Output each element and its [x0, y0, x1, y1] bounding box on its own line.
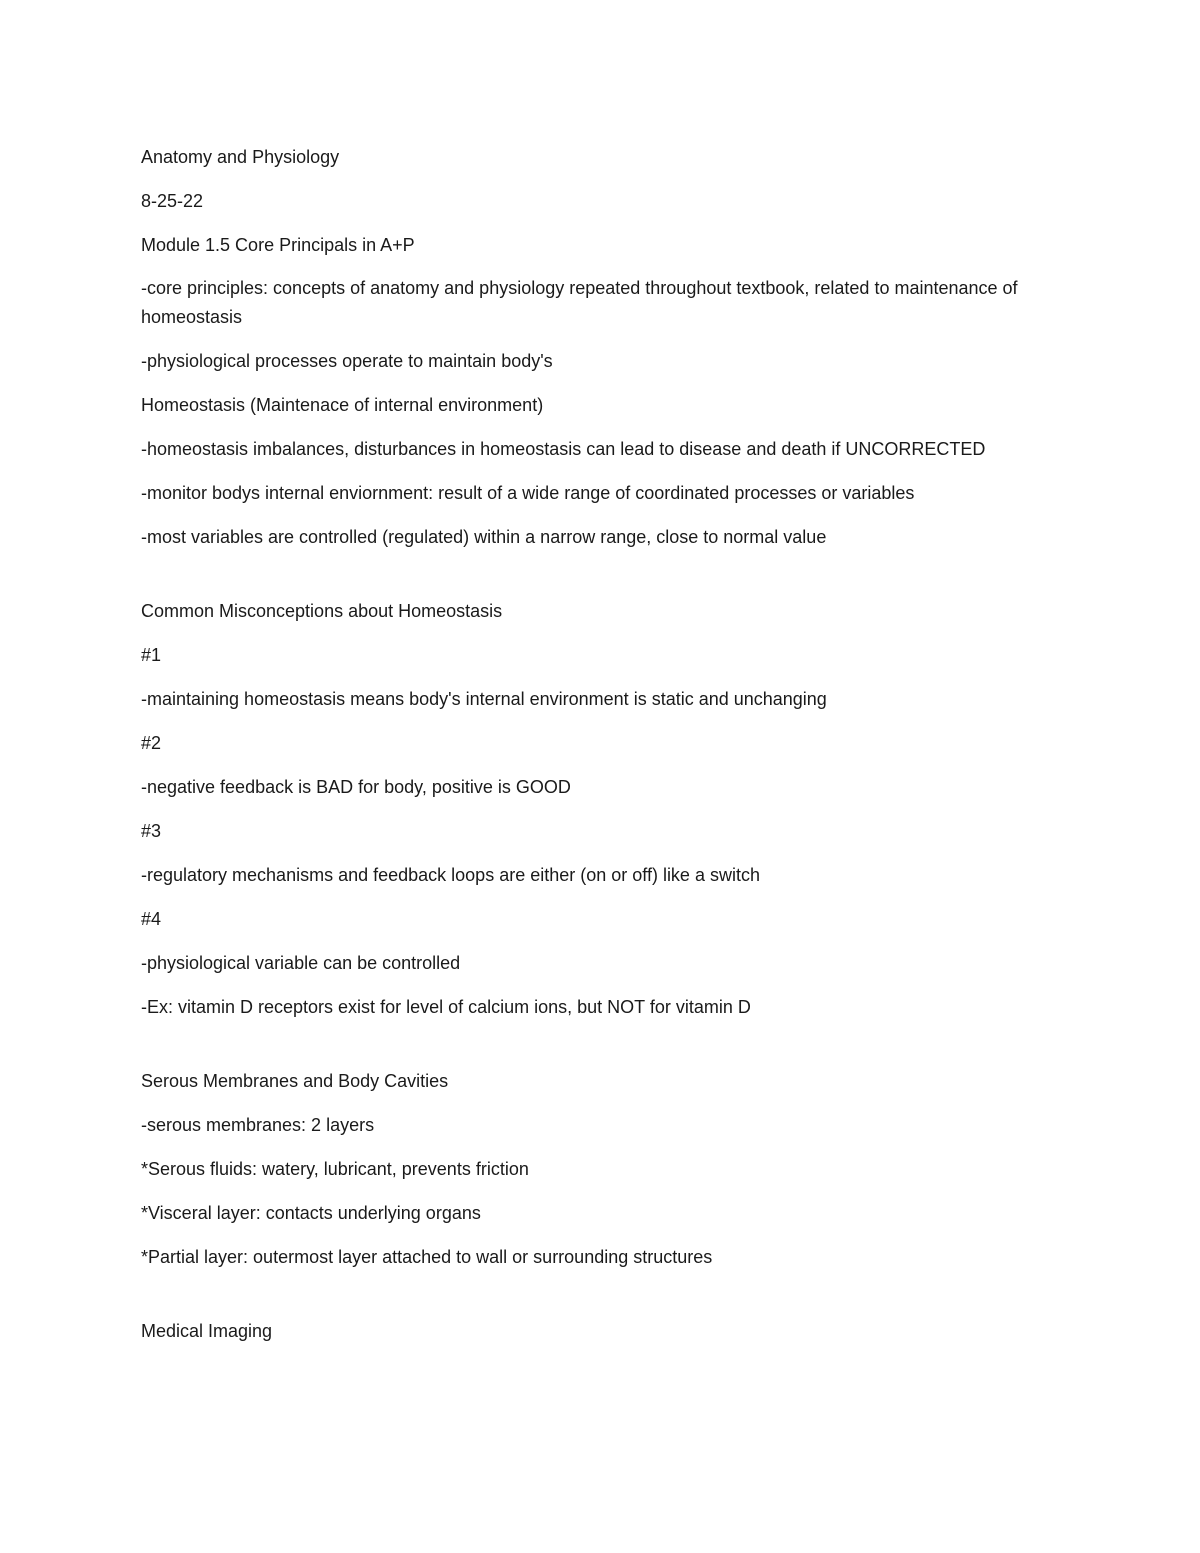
- note-line: #3: [141, 821, 162, 841]
- blank-line: [141, 1036, 1061, 1066]
- note-line: -maintaining homeostasis means body's internal environment is static and unchanging: [141, 689, 827, 709]
- note-line: #4: [141, 909, 162, 929]
- note-line: #1: [141, 645, 162, 665]
- section-heading-serous-membranes: Serous Membranes and Body Cavities: [141, 1071, 449, 1091]
- note-line: -negative feedback is BAD for body, positive is GOOD: [141, 777, 571, 797]
- blank-line: [141, 566, 1061, 596]
- note-line: Homeostasis (Maintenace of internal environment): [141, 395, 544, 415]
- note-line: -serous membranes: 2 layers: [141, 1115, 375, 1135]
- section-heading-core-principals: Module 1.5 Core Principals in A+P: [141, 235, 415, 255]
- document-body: [141, 142, 1061, 1360]
- note-line: -core principles: concepts of anatomy and physiology repeated throughout textbook, related to maintenance of homeostasis: [141, 278, 1018, 327]
- note-line: -Ex: vitamin D receptors exist for level of calcium ions, but NOT for vitamin D: [141, 997, 751, 1017]
- section-heading-misconceptions: Common Misconceptions about Homeostasis: [141, 601, 503, 621]
- note-line: -most variables are controlled (regulated) within a narrow range, close to normal value: [141, 527, 827, 547]
- section-heading-medical-imaging: Medical Imaging: [141, 1321, 273, 1341]
- blank-line: [141, 1286, 1061, 1316]
- note-line: *Visceral layer: contacts underlying organs: [141, 1203, 481, 1223]
- note-line: #2: [141, 733, 162, 753]
- note-line: *Serous fluids: watery, lubricant, prevents friction: [141, 1159, 529, 1179]
- note-line: -monitor bodys internal enviornment: result of a wide range of coordinated processes or variables: [141, 483, 915, 503]
- document-date: 8-25-22: [141, 191, 204, 211]
- document-title: Anatomy and Physiology: [141, 147, 340, 167]
- note-line: -regulatory mechanisms and feedback loops are either (on or off) like a switch: [141, 865, 760, 885]
- note-line: -physiological variable can be controlled: [141, 953, 461, 973]
- note-line: -homeostasis imbalances, disturbances in homeostasis can lead to disease and death if UNCORRECTED: [141, 439, 986, 459]
- note-line: -physiological processes operate to maintain body's: [141, 351, 553, 371]
- note-line: *Partial layer: outermost layer attached to wall or surrounding structures: [141, 1247, 713, 1267]
